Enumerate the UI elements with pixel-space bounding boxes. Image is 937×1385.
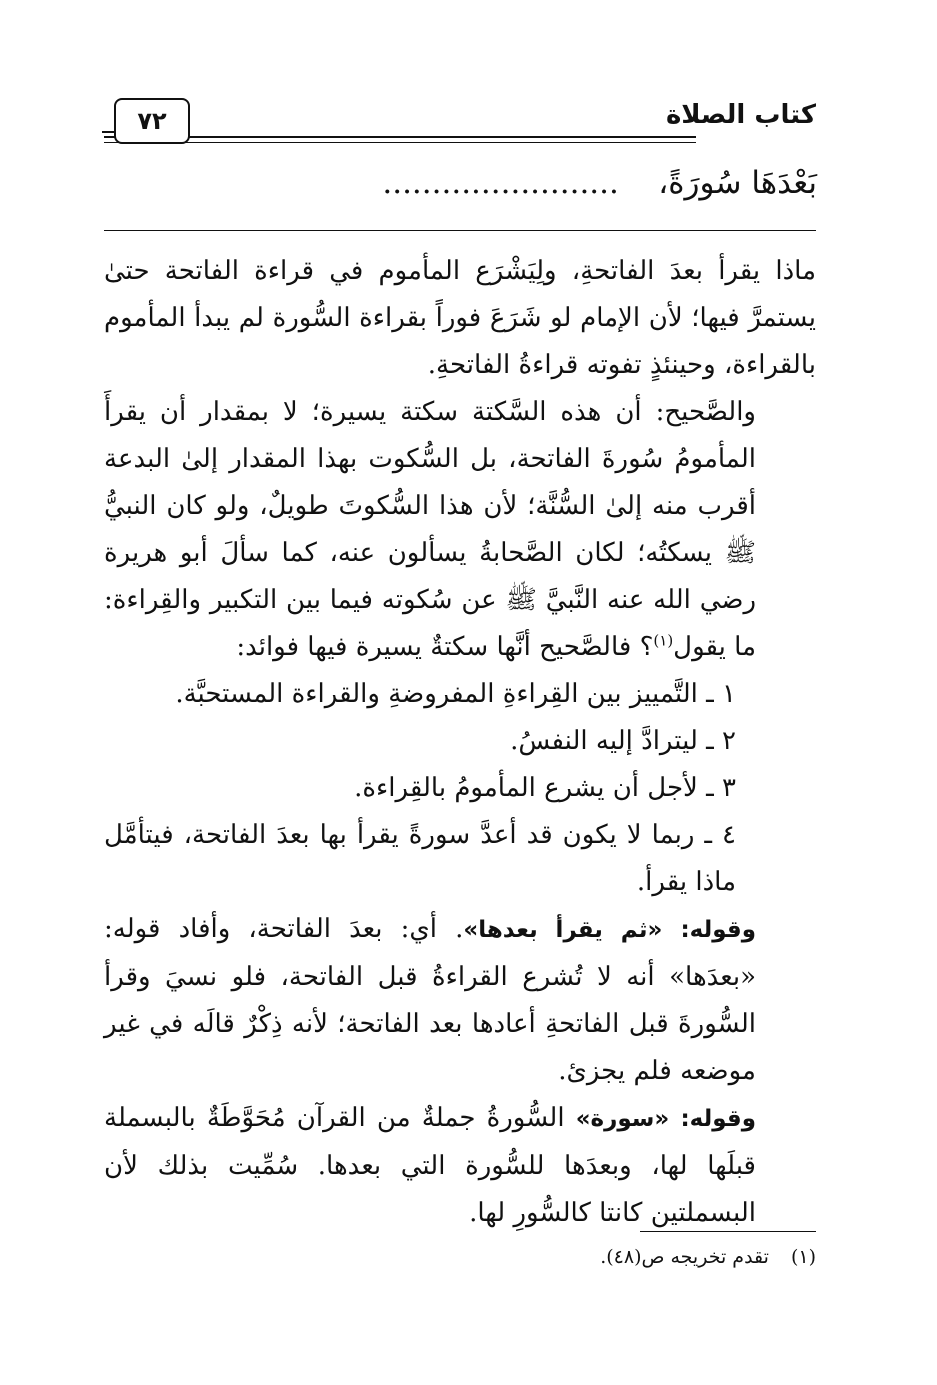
- matn-separator: [104, 230, 816, 231]
- paragraph-4: [104, 1095, 816, 1237]
- footnote-number: (١): [790, 1246, 816, 1268]
- book-title: كتاب الصلاة: [665, 100, 816, 130]
- footnote-reference[interactable]: (١): [653, 631, 674, 650]
- paragraph-4-text: السُّورةُ جملةٌ من القرآن مُحَوَّطَةٌ بالبسملة قبلَها لها، وبعدَها للسُّورة التي بعدها. سُمِّيت بذلك لأن البسملتين كانتا كالسُّورِ لها.: [104, 1103, 756, 1228]
- keyword-label: وقوله:: [680, 917, 757, 943]
- keyword-label: وقوله:: [680, 1106, 757, 1132]
- matn-text: بَعْدَهَا سُورَةً،: [658, 165, 817, 201]
- header-rule-left: [102, 131, 114, 133]
- quoted-term: «ثم يقرأ بعدها»: [463, 917, 663, 943]
- paragraph-3: [104, 906, 816, 1095]
- footnote: [116, 1244, 816, 1270]
- paragraph-3-text: . أي: بعدَ الفاتحة، وأفاد قوله: «بعدَها» أنه لا تُشرع القراءةُ قبل الفاتحة، فلو نسيَ وقرأ السُّورةَ قبل الفاتحةِ أعادها بعد الفاتحة؛ لأنه ذِكْرٌ قالَه في غير موضعه فلم يجزئ.: [104, 914, 756, 1086]
- matn-dots: ........................: [382, 165, 619, 201]
- quoted-term: «سورة»: [575, 1106, 670, 1132]
- paragraph-2-text-end: ؟ فالصَّحيح أنَّها سكتةٌ يسيرة فيها فوائد:: [236, 632, 654, 662]
- running-header: [104, 92, 816, 144]
- header-rule: [104, 136, 696, 138]
- list-item: ٤ ـ ربما لا يكون قد أعدَّ سورةً يقرأ بها بعدَ الفاتحة، فيتأمَّل ماذا يقرأ.: [104, 820, 736, 897]
- paragraph-2-text: والصَّحيح: أن هذه السَّكتة سكتة يسيرة؛ لا بمقدار أن يقرأَ المأمومُ سُورةَ الفاتحة، بل السُّكوت بهذا المقدار إلىٰ البدعة أقرب منه إلىٰ السُّنَّة؛ لأن هذا السُّكوتَ طويلٌ، ولو كان النبيُّ ﷺ يسكتُه؛ لكان الصَّحابةُ يسألون عنه، كما سألَ أبو هريرة رضي الله عنه النَّبيَّ ﷺ عن سُكوته فيما بين التكبير والقِراءة: ما يقول: [104, 397, 756, 662]
- commentary-body: [104, 248, 816, 1237]
- footnote-text: تقدم تخريجه ص(٤٨).: [600, 1246, 769, 1268]
- page-number: ٧٢: [114, 98, 190, 144]
- header-rule-thin: [104, 142, 696, 143]
- paragraph-1: ماذا يقرأ بعدَ الفاتحةِ، ولِيَشْرَع المأموم في قراءة الفاتحة حتىٰ يستمرَّ فيها؛ لأن الإمام لو شَرَعَ فوراً بقراءة السُّورة لم يبدأ المأموم بالقراءة، وحينئذٍ تفوته قراءةُ الفاتحةِ.: [104, 256, 816, 380]
- list-item: ١ ـ التَّمييز بين القِراءةِ المفروضةِ والقراءة المستحبَّة.: [175, 679, 736, 709]
- footnote-separator: [640, 1231, 816, 1232]
- list-item: ٢ ـ ليترادَّ إليه النفسُ.: [510, 726, 736, 756]
- list-item: ٣ ـ لأجل أن يشرع المأمومُ بالقِراءة.: [354, 773, 736, 803]
- matn-line: [117, 158, 817, 208]
- paragraph-2: [104, 389, 816, 671]
